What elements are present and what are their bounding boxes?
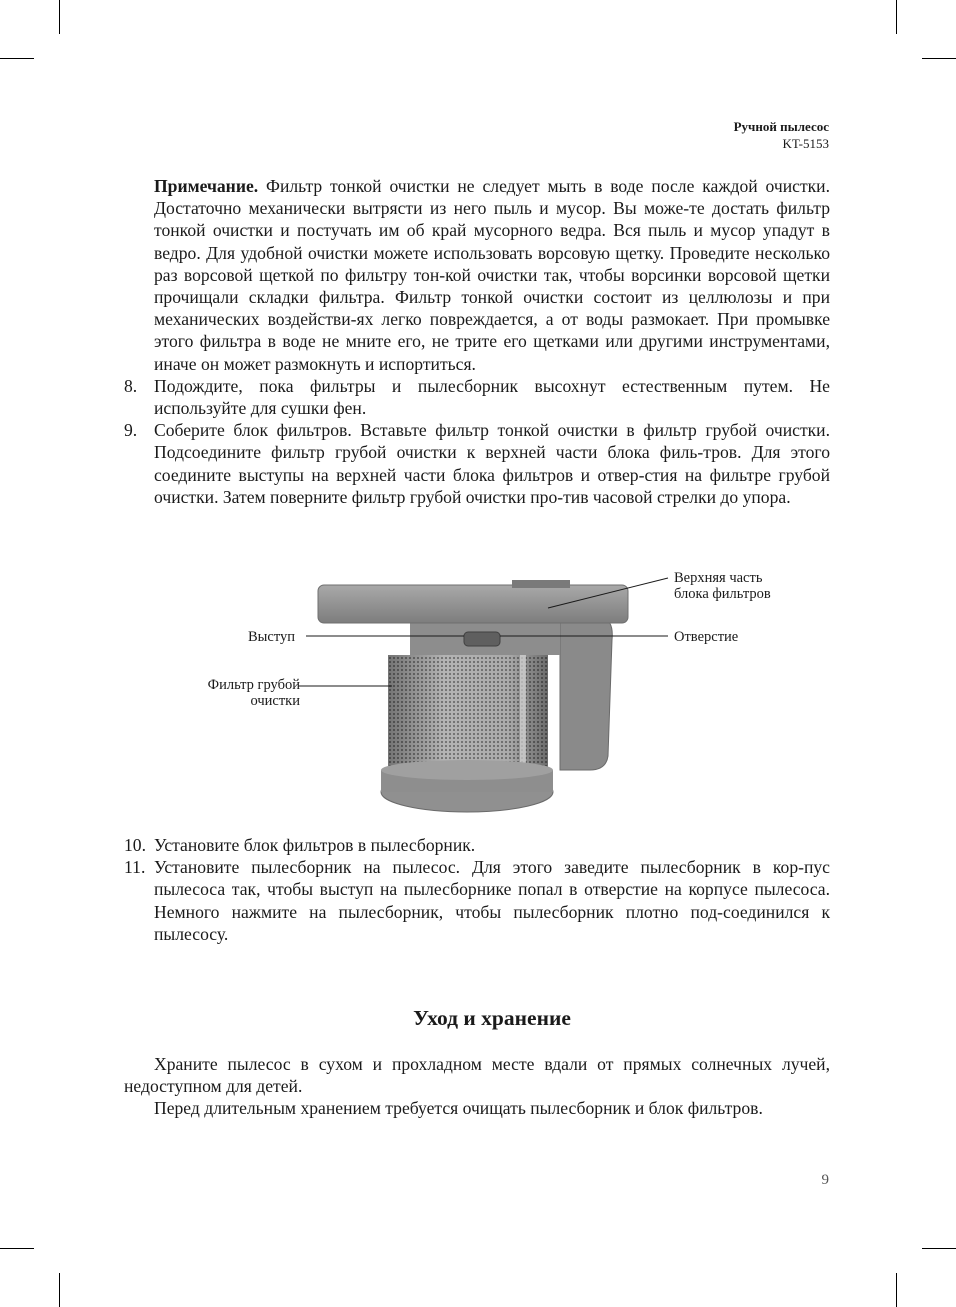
label-coarse-filter — [195, 677, 300, 709]
crop-mark — [59, 1273, 60, 1307]
header-title: Ручной пылесос — [733, 119, 829, 134]
label-upper-part — [674, 570, 771, 602]
list-number: 11. — [124, 857, 146, 878]
list-text: Подождите, пока фильтры и пылесборник высохнут естественным путем. Не используйте для сушки фен. — [154, 375, 830, 419]
lower-list — [124, 834, 830, 945]
note-text: Фильтр тонкой очистки не следует мыть в воде после каждой очистки. Достаточно механически вытрясти из него пыль и мусор. Вы може-те достать фильтр тонкой очистки и постучать им об край мусорного ведра. Вся пыль и мусор упадут в ведро. Для удобной очистки можете использовать ворсовую щетку. Проведите несколько раз ворсовой щеткой по фильтру тон-кой очистки так, чтобы ворсинки ворсовой щетки прочищали складки фильтра. Фильтр тонкой очистки состоит из целлюлозы и при механических воздействи-ях легко повреждается, а от воды размокает. При промывке этого фильтра в воде не мните его, не трите его щетками или другими инструментами, иначе он может размокнуть и испортиться. — [154, 176, 830, 374]
label-coarse-filter-line2: очистки — [250, 693, 300, 709]
list-item — [124, 419, 830, 508]
label-upper-part-line1: Верхняя часть — [674, 570, 763, 586]
list-text: Соберите блок фильтров. Вставьте фильтр тонкой очистки в фильтр грубой очистки. Подсоедините фильтр грубой очистки к верхней части блока филь-тров. Для этого соедините выступы на верхней части блока фильтров и отвер-стия на фильтре грубой очистки. Затем поверните фильтр грубой очистки про-тив часовой стрелки до упора. — [154, 420, 830, 507]
label-upper-part-line2: блока фильтров — [674, 586, 771, 602]
crop-mark — [922, 1248, 956, 1249]
list-number: 9. — [124, 420, 138, 441]
note-paragraph — [124, 175, 830, 375]
crop-mark — [0, 1248, 34, 1249]
upper-text — [124, 175, 830, 508]
section-paragraph-1: Храните пылесос в сухом и прохладном месте вдали от прямых солнечных лучей, недоступном для детей. — [124, 1054, 830, 1097]
section-title: Уход и хранение — [413, 1006, 571, 1030]
list-text: Установите блок фильтров в пылесборник. — [154, 835, 476, 855]
note-label: Примечание. — [154, 176, 259, 196]
list-text: Установите пылесборник на пылесос. Для этого заведите пылесборник в кор-пус пылесоса так, чтобы выступ на пылесборнике попал в отверстие на корпусе пылесоса. Немного нажмите на пылесборник, чтобы пылесборник плотно под-соединился к пылесосу. — [154, 857, 830, 944]
crop-mark — [896, 0, 897, 34]
section-paragraph-2: Перед длительным хранением требуется очищать пылесборник и блок фильтров. — [154, 1098, 763, 1119]
label-tab: Выступ — [248, 629, 296, 645]
running-header — [734, 118, 829, 152]
filter-block-figure — [0, 560, 956, 830]
crop-mark — [896, 1273, 897, 1307]
label-hole: Отверстие — [674, 629, 739, 645]
filter-block-photo — [0, 560, 956, 830]
crop-mark — [0, 58, 34, 59]
crop-mark — [59, 0, 60, 34]
label-coarse-filter-line1: Фильтр грубой — [207, 677, 300, 693]
list-number: 8. — [124, 375, 138, 396]
list-item — [124, 834, 830, 856]
list-number: 10. — [124, 835, 146, 855]
crop-mark — [922, 58, 956, 59]
section-body — [124, 1053, 830, 1120]
list-item — [124, 375, 830, 419]
list-item — [124, 856, 830, 945]
page-number: 9 — [821, 1172, 829, 1188]
header-model: KT-5153 — [782, 136, 829, 151]
